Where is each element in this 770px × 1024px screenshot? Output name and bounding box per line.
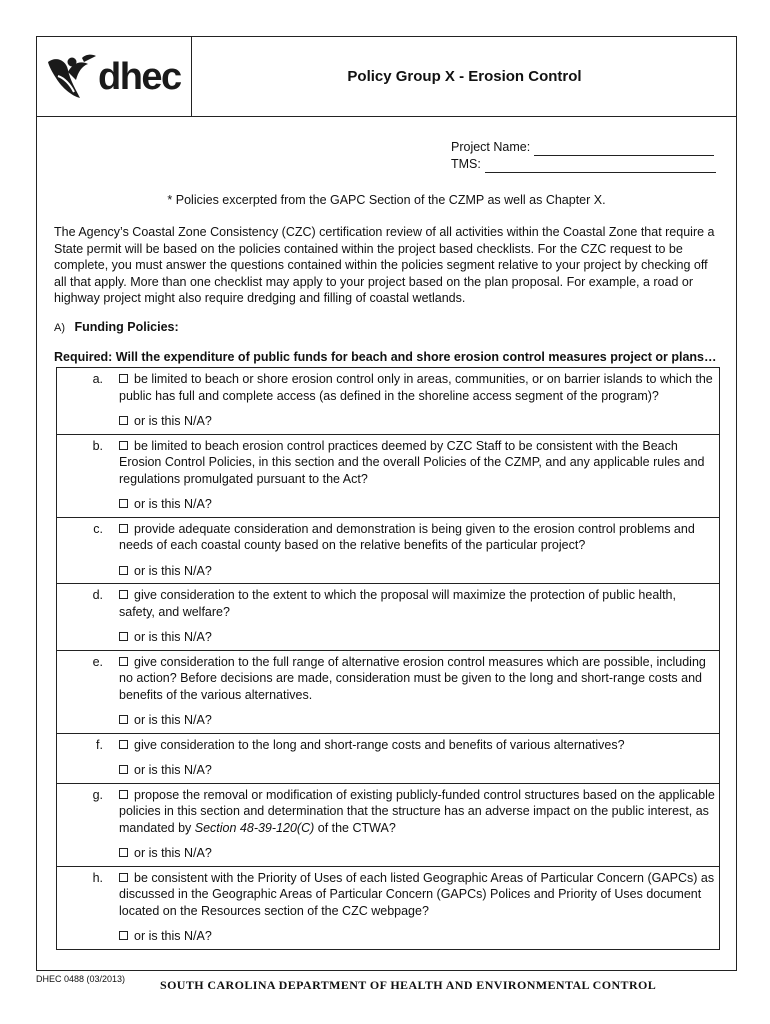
checkbox-icon[interactable]: [119, 441, 128, 450]
na-label: or is this N/A?: [134, 414, 212, 428]
checkbox-icon[interactable]: [119, 590, 128, 599]
item-letter: g.: [92, 787, 103, 802]
project-fields: [451, 139, 716, 173]
na-label: or is this N/A?: [134, 630, 212, 644]
form-code: DHEC 0488 (03/2013): [36, 974, 126, 984]
checklist-item-d: [57, 584, 719, 651]
na-checkbox-icon[interactable]: [119, 765, 128, 774]
dhec-logo-icon: [46, 52, 106, 102]
intro-paragraph: The Agency’s Coastal Zone Consistency (CZC) certification review of all activities within the Coastal Zone that require a State permit will be based on the policies contained within the project based checklists. For the CZC request to be complete, you must answer the questions contained within the policies segment relative to your project by checking off all that apply. More than one checklist may apply to your project based on the plan proposal. For example, a road or highway project might also require dredging and filling of coastal wetlands.: [54, 225, 715, 305]
item-letter: b.: [92, 438, 103, 453]
item-text: be consistent with the Priority of Uses of each listed Geographic Areas of Particular Concern (GAPCs) as discussed in the Geographic Areas of Particular Concern (GAPCs) Polices and Priority of Uses document located on the Resources section of the CZC webpage?: [119, 870, 715, 918]
item-letter: c.: [93, 521, 103, 536]
section-heading: [54, 320, 179, 334]
item-text: give consideration to the extent to which the proposal will maximize the protection of public health, safety, and welfare?: [119, 588, 676, 619]
statute-reference: Section 48-39-120(C): [194, 820, 315, 835]
checklist-item-a: [57, 368, 719, 435]
policy-checklist: [56, 367, 720, 950]
na-checkbox-icon[interactable]: [119, 632, 128, 641]
checkbox-icon[interactable]: [119, 873, 128, 882]
na-checkbox-icon[interactable]: [119, 931, 128, 940]
item-text: give consideration to the full range of alternative erosion control measures which are possible, including no action? Before decisions are made, consideration must be given to the long and short-range costs and benefits of the various alternatives.: [119, 654, 706, 702]
form-header: [36, 36, 737, 117]
na-label: or is this N/A?: [134, 929, 212, 943]
item-text: give consideration to the long and short-range costs and benefits of various alternatives?: [134, 737, 625, 752]
item-letter: d.: [92, 588, 103, 602]
page-title: Policy Group X - Erosion Control: [347, 67, 582, 85]
project-name-row: [451, 139, 716, 156]
checklist-item-h: [57, 867, 719, 949]
checklist-item-b: [57, 435, 719, 518]
tms-field[interactable]: [485, 159, 716, 173]
checkbox-icon[interactable]: [119, 374, 128, 383]
na-checkbox-icon[interactable]: [119, 416, 128, 425]
department-name: SOUTH CAROLINA DEPARTMENT OF HEALTH AND ENVIRONMENTAL CONTROL: [160, 978, 657, 992]
na-label: or is this N/A?: [134, 763, 212, 777]
na-label: or is this N/A?: [134, 846, 212, 860]
item-text: be limited to beach erosion control practices deemed by CZC Staff to be consistent with the Beach Erosion Control Policies, in this section and the overall Policies of the CZMP, and any applicable rules and regulations promulgated pursuant to the Act?: [119, 438, 705, 486]
checkbox-icon[interactable]: [119, 657, 128, 666]
logo-cell: [36, 36, 192, 116]
checkbox-icon[interactable]: [119, 524, 128, 533]
item-letter: e.: [92, 654, 103, 669]
project-name-field[interactable]: [534, 142, 714, 156]
item-text: provide adequate consideration and demonstration is being given to the erosion control problems and needs of each coastal county based on the relative benefits of the particular project?: [119, 521, 695, 552]
required-question: Required: Will the expenditure of public funds for beach and shore erosion control measures project or plans…: [54, 350, 717, 364]
item-text: be limited to beach or shore erosion control only in areas, communities, or on barrier islands to which the public has full and complete access (as defined in the shoreline access segment of the program)?: [119, 372, 713, 403]
na-checkbox-icon[interactable]: [119, 566, 128, 575]
na-checkbox-icon[interactable]: [119, 499, 128, 508]
item-letter: a.: [92, 372, 103, 386]
na-checkbox-icon[interactable]: [119, 715, 128, 724]
na-label: or is this N/A?: [134, 563, 212, 578]
checklist-item-c: [57, 518, 719, 585]
checkbox-icon[interactable]: [119, 740, 128, 749]
na-checkbox-icon[interactable]: [119, 848, 128, 857]
checklist-item-g: [57, 784, 719, 867]
checklist-item-e: [57, 651, 719, 734]
item-text: propose the removal or modification of existing publicly-funded control structures based on the applicable policies in this section and determination that the structure has an adverse impact on the public interest, as mandated by: [119, 787, 715, 835]
section-letter: A): [54, 322, 65, 334]
item-letter: f.: [96, 737, 103, 752]
checkbox-icon[interactable]: [119, 790, 128, 799]
section-label: Funding Policies:: [74, 320, 179, 334]
na-label: or is this N/A?: [134, 713, 212, 727]
na-label: or is this N/A?: [134, 497, 212, 511]
item-letter: h.: [92, 870, 103, 885]
project-name-label: Project Name:: [451, 140, 531, 154]
tms-label: TMS:: [451, 157, 481, 171]
item-text-end: of the CTWA?: [314, 820, 396, 835]
logo-text: dhec: [98, 56, 181, 98]
tms-row: [451, 156, 716, 173]
policy-note: * Policies excerpted from the GAPC Section of the CZMP as well as Chapter X.: [167, 193, 606, 207]
checklist-item-f: [57, 734, 719, 784]
